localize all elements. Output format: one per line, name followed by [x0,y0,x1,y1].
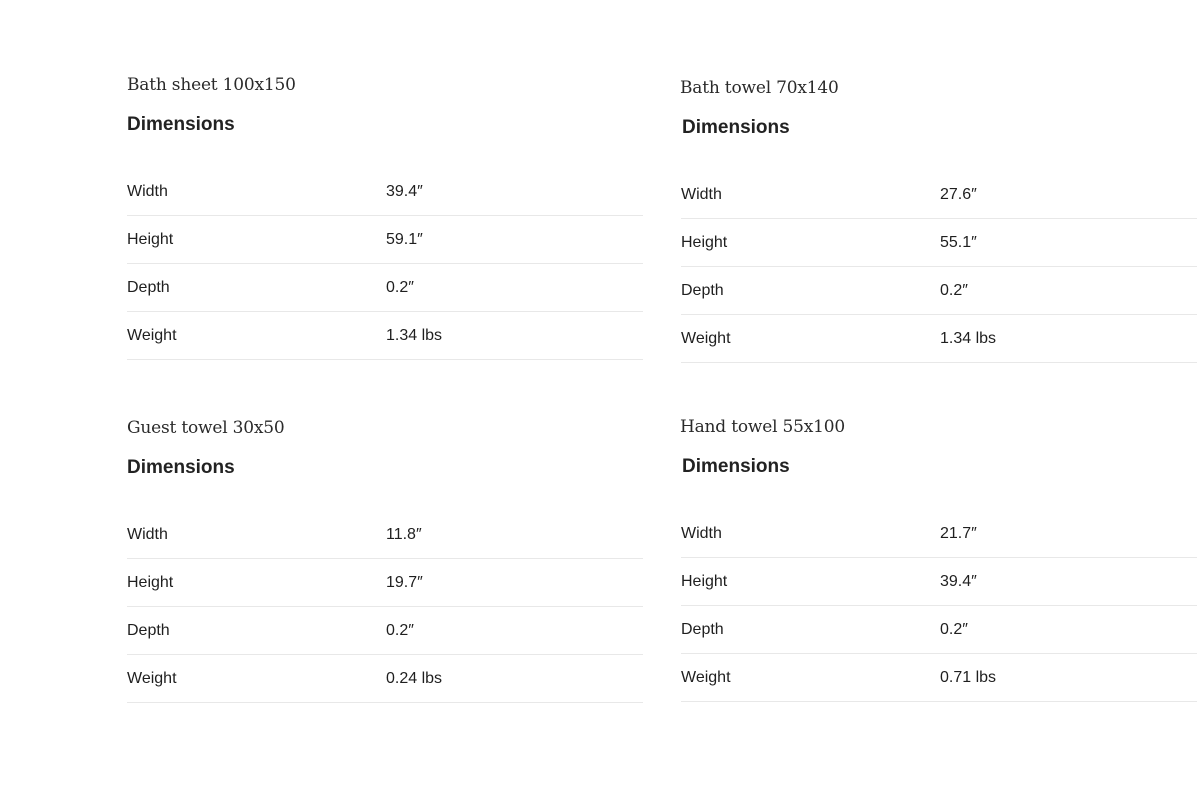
spec-row-depth [681,606,1197,654]
spec-row-depth [681,267,1197,315]
spec-value: 1.34 lbs [940,330,997,347]
dimensions-table [127,170,643,360]
spec-value: 0.71 lbs [940,669,997,686]
dimensions-heading: Dimensions [127,114,235,135]
spec-value: 27.6″ [940,186,977,203]
dimensions-heading: Dimensions [127,457,235,478]
spec-label: Height [127,574,174,591]
spec-row-weight [681,654,1197,702]
product-card-bath-towel [680,77,1196,347]
product-card-guest-towel [127,417,643,687]
spec-row-width [127,513,643,559]
dimensions-table [681,512,1197,702]
spec-value: 21.7″ [940,525,977,542]
spec-label: Width [681,186,722,203]
spec-label: Height [681,573,728,590]
spec-row-depth [127,264,643,312]
spec-value: 1.34 lbs [386,327,443,344]
dimensions-table [127,513,643,703]
spec-value: 11.8″ [386,526,422,543]
product-title: Bath towel 70x140 [680,78,839,98]
spec-row-width [681,512,1197,558]
spec-value: 19.7″ [386,574,423,591]
spec-label: Depth [681,282,724,299]
spec-label: Weight [127,670,177,687]
dimensions-table [681,173,1197,363]
product-card-bath-sheet [127,74,643,344]
spec-row-weight [127,312,643,360]
spec-label: Width [127,183,168,200]
dimensions-heading: Dimensions [682,117,790,138]
spec-value: 0.2″ [386,279,414,296]
spec-label: Height [681,234,728,251]
spec-label: Weight [127,327,177,344]
spec-row-height [681,219,1197,267]
spec-value: 39.4″ [386,183,423,200]
spec-row-weight [681,315,1197,363]
product-title: Hand towel 55x100 [680,417,845,437]
spec-value: 55.1″ [940,234,977,251]
spec-label: Depth [681,621,724,638]
spec-label: Width [681,525,722,542]
dimensions-heading: Dimensions [682,456,790,477]
spec-row-height [127,559,643,607]
spec-label: Width [127,526,168,543]
spec-label: Height [127,231,174,248]
spec-row-height [681,558,1197,606]
spec-value: 0.24 lbs [386,670,443,687]
spec-label: Weight [681,330,731,347]
spec-label: Depth [127,622,170,639]
spec-row-height [127,216,643,264]
spec-label: Depth [127,279,170,296]
spec-row-width [127,170,643,216]
spec-label: Weight [681,669,731,686]
spec-row-width [681,173,1197,219]
spec-value: 0.2″ [940,282,968,299]
product-title: Guest towel 30x50 [127,418,285,438]
spec-row-weight [127,655,643,703]
product-title: Bath sheet 100x150 [127,75,296,95]
spec-row-depth [127,607,643,655]
spec-value: 0.2″ [386,622,414,639]
spec-value: 0.2″ [940,621,968,638]
spec-value: 39.4″ [940,573,977,590]
spec-value: 59.1″ [386,231,423,248]
product-card-hand-towel [680,416,1196,686]
